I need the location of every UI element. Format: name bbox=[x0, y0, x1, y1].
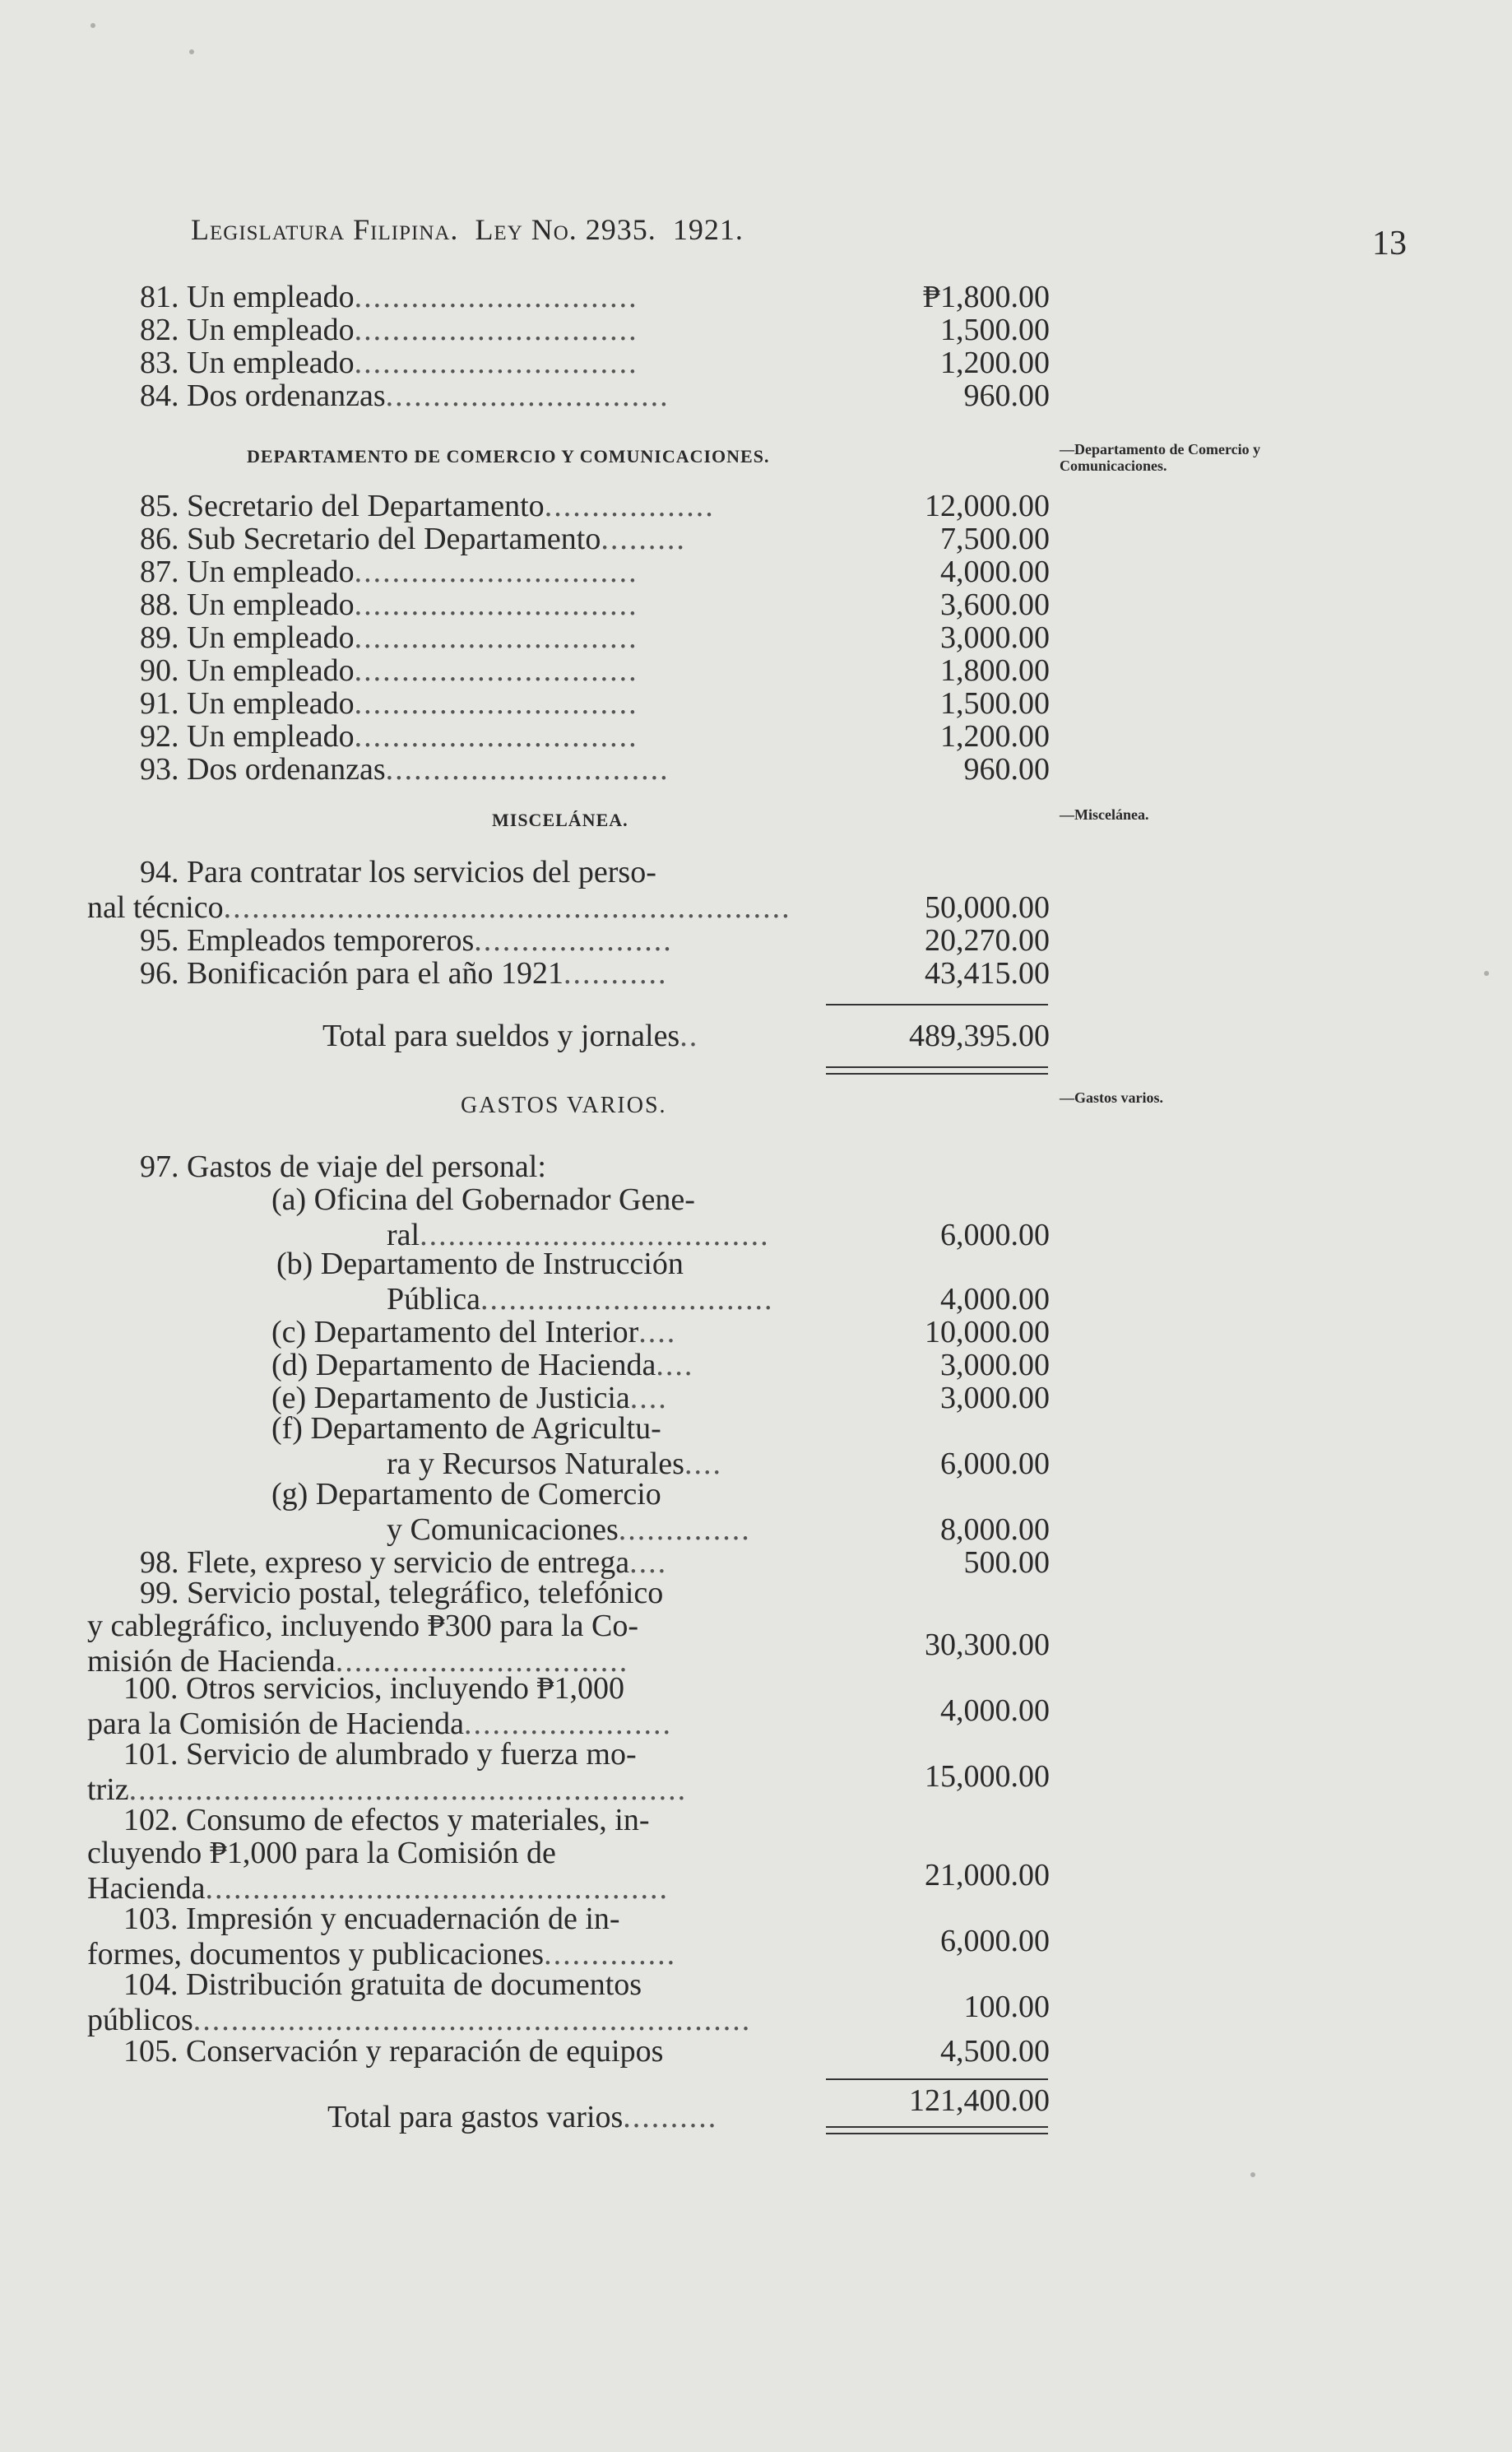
item-amount: 500.00 bbox=[963, 1545, 1050, 1580]
table-row: (c) Departamento del Interior.... 10,000.00 bbox=[271, 1315, 1050, 1349]
table-row: Pública............................... 4,000.00 bbox=[387, 1282, 1050, 1317]
item-label: ral bbox=[387, 1218, 420, 1252]
table-row: y Comunicaciones.............. 8,000.00 bbox=[387, 1512, 1050, 1547]
item-amount: 960.00 bbox=[963, 378, 1050, 413]
item-label: 87. Un empleado bbox=[140, 555, 355, 589]
header-year: 1921. bbox=[672, 213, 744, 246]
item-label: Hacienda bbox=[87, 1871, 206, 1906]
item-label: 90. Un empleado bbox=[140, 653, 355, 688]
item-amount: 30,300.00 bbox=[925, 1628, 1050, 1662]
header-legislature: Legislatura Filipina. bbox=[191, 213, 459, 246]
table-row bbox=[0, 2032, 1512, 2070]
item-amount: 4,500.00 bbox=[940, 2034, 1050, 2069]
margin-note-department: —Departamento de Comercio y Comunicaciones. bbox=[1060, 441, 1261, 474]
item-amount: ₱1,800.00 bbox=[922, 280, 1050, 314]
table-row: Hacienda................................................. 21,000.00 bbox=[87, 1858, 1050, 1906]
table-row: 90. Un empleado.............................. 1,800.00 bbox=[140, 653, 1050, 688]
item-label: y Comunicaciones bbox=[387, 1512, 619, 1547]
double-rule bbox=[826, 1073, 1048, 1075]
item-amount: 6,000.00 bbox=[940, 1447, 1050, 1481]
section-heading-misc: MISCELÁNEA. bbox=[492, 810, 628, 830]
item-amount: 6,000.00 bbox=[940, 1924, 1050, 1958]
table-row: 85. Secretario del Departamento.................. 12,000.00 bbox=[140, 489, 1050, 523]
item-amount: 12,000.00 bbox=[925, 489, 1050, 523]
item-label: 92. Un empleado bbox=[140, 719, 355, 754]
table-row: misión de Hacienda............................... 30,300.00 bbox=[87, 1628, 1050, 1679]
table-row: 86. Sub Secretario del Departamento......... 7,500.00 bbox=[140, 522, 1050, 556]
item-label: 105. Conservación y reparación de equipos bbox=[123, 2034, 664, 2069]
sub-97-label: (f) Departamento de Agricultu- bbox=[271, 1411, 661, 1446]
item-amount: 1,200.00 bbox=[940, 346, 1050, 380]
table-row: 88. Un empleado.............................. 3,600.00 bbox=[140, 587, 1050, 622]
table-row: 84. Dos ordenanzas.............................. 960.00 bbox=[140, 378, 1050, 413]
table-row: 89. Un empleado.............................. 3,000.00 bbox=[140, 620, 1050, 655]
table-row: 83. Un empleado.............................. 1,200.00 bbox=[140, 346, 1050, 380]
paper-speck bbox=[1484, 971, 1489, 976]
sub-97-label: (b) Departamento de Instrucción bbox=[276, 1247, 684, 1281]
table-row: 92. Un empleado.............................. 1,200.00 bbox=[140, 719, 1050, 754]
item-amount: 15,000.00 bbox=[925, 1759, 1050, 1794]
item-amount: 10,000.00 bbox=[925, 1315, 1050, 1349]
margin-note-gastos: —Gastos varios. bbox=[1060, 1089, 1163, 1106]
item-label: (e) Departamento de Justicia bbox=[271, 1381, 630, 1415]
page-number: 13 bbox=[1372, 225, 1407, 262]
item-102-line2: cluyendo ₱1,000 para la Comisión de bbox=[87, 1836, 556, 1870]
double-rule bbox=[826, 2133, 1048, 2134]
item-amount: 6,000.00 bbox=[940, 1218, 1050, 1252]
table-row: nal técnico............................................................ 50,000.00 bbox=[87, 890, 1050, 925]
item-label: 83. Un empleado bbox=[140, 346, 355, 380]
item-amount: 50,000.00 bbox=[925, 890, 1050, 925]
item-amount: 3,000.00 bbox=[940, 1381, 1050, 1415]
total-amount: 489,395.00 bbox=[909, 1019, 1050, 1053]
table-row: 81. Un empleado.............................. ₱1,800.00 bbox=[140, 280, 1050, 314]
item-amount: 4,000.00 bbox=[940, 1693, 1050, 1728]
item-label: Pública bbox=[387, 1282, 480, 1317]
table-row: públicos........................................................... 100.00 bbox=[87, 1990, 1050, 2037]
table-row: 87. Un empleado.............................. 4,000.00 bbox=[140, 555, 1050, 589]
item-label: 82. Un empleado bbox=[140, 313, 355, 347]
table-row: 93. Dos ordenanzas.............................. 960.00 bbox=[140, 752, 1050, 787]
item-amount: 1,200.00 bbox=[940, 719, 1050, 754]
item-label: públicos bbox=[87, 2003, 193, 2037]
item-102-line1: 102. Consumo de efectos y materiales, in- bbox=[123, 1803, 650, 1837]
item-label: (c) Departamento del Interior bbox=[271, 1315, 639, 1349]
item-amount: 43,415.00 bbox=[925, 956, 1050, 991]
table-row: para la Comisión de Hacienda...................... 4,000.00 bbox=[87, 1693, 1050, 1741]
item-label: 98. Flete, expreso y servicio de entrega bbox=[140, 1545, 630, 1580]
item-99-line1: 99. Servicio postal, telegráfico, telefónico bbox=[140, 1576, 664, 1610]
item-amount: 3,000.00 bbox=[940, 620, 1050, 655]
item-label: 96. Bonificación para el año 1921 bbox=[140, 956, 564, 991]
item-amount: 4,000.00 bbox=[940, 1282, 1050, 1317]
item-amount: 3,600.00 bbox=[940, 587, 1050, 622]
item-amount: 20,270.00 bbox=[925, 923, 1050, 958]
total-row-sueldos: Total para sueldos y jornales.. 489,395.00 bbox=[322, 1019, 1050, 1053]
margin-note-misc: —Misceláneа. bbox=[1060, 806, 1149, 823]
table-row: ra y Recursos Naturales.... 6,000.00 bbox=[387, 1447, 1050, 1481]
item-amount: 3,000.00 bbox=[940, 1348, 1050, 1382]
item-amount: 1,800.00 bbox=[940, 653, 1050, 688]
item-99-line2: y cablegráfico, incluyendo ₱300 para la Co- bbox=[87, 1609, 639, 1643]
running-header bbox=[191, 212, 744, 247]
item-amount: 100.00 bbox=[963, 1990, 1050, 2024]
table-row: ral..................................... 6,000.00 bbox=[387, 1218, 1050, 1252]
table-row: 96. Bonificación para el año 1921........... 43,415.00 bbox=[140, 956, 1050, 991]
table-row: triz........................................................... 15,000.00 bbox=[87, 1759, 1050, 1807]
table-row: 95. Empleados temporeros..................... 20,270.00 bbox=[140, 923, 1050, 958]
item-amount: 4,000.00 bbox=[940, 555, 1050, 589]
item-104-line1: 104. Distribución gratuita de documentos bbox=[123, 1967, 642, 2002]
item-amount: 960.00 bbox=[963, 752, 1050, 787]
item-amount: 21,000.00 bbox=[925, 1858, 1050, 1892]
total-label: Total para gastos varios bbox=[327, 2100, 624, 2134]
item-label: para la Comisión de Hacienda bbox=[87, 1707, 464, 1741]
table-row: (d) Departamento de Hacienda.... 3,000.00 bbox=[271, 1348, 1050, 1382]
double-rule bbox=[826, 1066, 1048, 1068]
item-label: ra y Recursos Naturales bbox=[387, 1447, 684, 1481]
double-rule bbox=[826, 2126, 1048, 2128]
total-label: Total para sueldos y jornales bbox=[322, 1019, 680, 1053]
item-label: (d) Departamento de Hacienda bbox=[271, 1348, 656, 1382]
table-row: 82. Un empleado.............................. 1,500.00 bbox=[140, 313, 1050, 347]
section-heading-gastos: GASTOS VARIOS. bbox=[461, 1093, 667, 1118]
item-label: triz bbox=[87, 1772, 129, 1807]
item-label: 86. Sub Secretario del Departamento bbox=[140, 522, 601, 556]
item-amount: 1,500.00 bbox=[940, 686, 1050, 721]
section-heading-department: DEPARTAMENTO DE COMERCIO Y COMUNICACIONES. bbox=[247, 446, 770, 467]
sub-97-label: (g) Departamento de Comercio bbox=[271, 1477, 661, 1512]
item-100-line1: 100. Otros servicios, incluyendo ₱1,000 bbox=[123, 1671, 625, 1706]
sub-97-label: (a) Oficina del Gobernador Gene- bbox=[271, 1182, 695, 1217]
table-row: formes, documentos y publicaciones.............. 6,000.00 bbox=[87, 1924, 1050, 1971]
paper-speck bbox=[189, 49, 194, 54]
item-amount: 7,500.00 bbox=[940, 522, 1050, 556]
item-label: 81. Un empleado bbox=[140, 280, 355, 314]
item-label: 95. Empleados temporeros bbox=[140, 923, 475, 958]
paper-speck bbox=[90, 23, 95, 28]
item-label: 91. Un empleado bbox=[140, 686, 355, 721]
item-label: nal técnico bbox=[87, 890, 224, 925]
item-label: 89. Un empleado bbox=[140, 620, 355, 655]
header-law: Ley No. 2935. bbox=[475, 213, 656, 246]
item-97-title: 97. Gastos de viaje del personal: bbox=[140, 1149, 546, 1184]
paper-speck bbox=[1250, 2172, 1255, 2177]
sum-rule bbox=[826, 1004, 1048, 1005]
table-row: 91. Un empleado.............................. 1,500.00 bbox=[140, 686, 1050, 721]
item-label: formes, documentos y publicaciones bbox=[87, 1937, 545, 1971]
item-amount: 1,500.00 bbox=[940, 313, 1050, 347]
item-label: 84. Dos ordenanzas bbox=[140, 378, 386, 413]
table-row: 98. Flete, expreso y servicio de entrega.... 500.00 bbox=[140, 1545, 1050, 1580]
item-label: 88. Un empleado bbox=[140, 587, 355, 622]
sum-rule bbox=[826, 2078, 1048, 2080]
item-label: 85. Secretario del Departamento bbox=[140, 489, 545, 523]
item-94-line1: 94. Para contratar los servicios del perso- bbox=[140, 855, 656, 889]
item-103-line1: 103. Impresión y encuadernación de in- bbox=[123, 1902, 620, 1936]
total-row-gastos-label: Total para gastos varios.......... bbox=[327, 2100, 718, 2134]
item-amount: 8,000.00 bbox=[940, 1512, 1050, 1547]
item-label: misión de Hacienda bbox=[87, 1644, 336, 1679]
item-label: 93. Dos ordenanzas bbox=[140, 752, 386, 787]
table-row: (e) Departamento de Justicia.... 3,000.00 bbox=[271, 1381, 1050, 1415]
item-101-line1: 101. Servicio de alumbrado y fuerza mo- bbox=[123, 1737, 637, 1772]
total-amount: 121,400.00 bbox=[909, 2083, 1050, 2118]
